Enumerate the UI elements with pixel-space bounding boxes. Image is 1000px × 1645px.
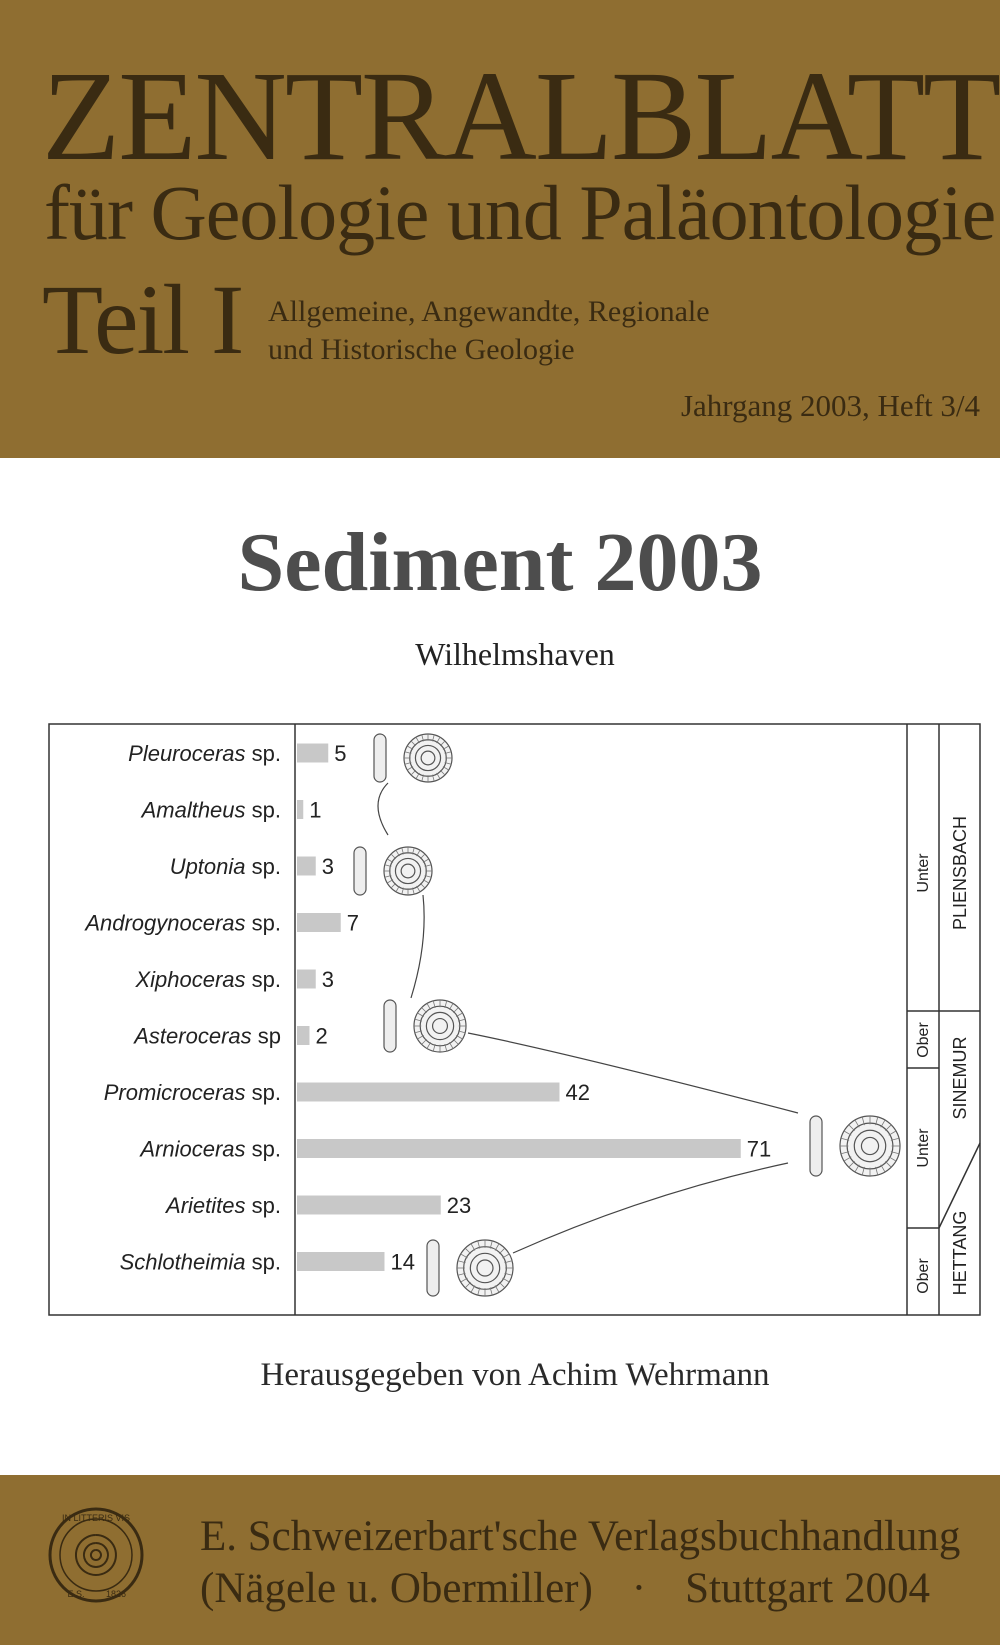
category-label: Asteroceras sp bbox=[134, 1023, 281, 1049]
bar bbox=[297, 857, 316, 876]
category-label: Xiphoceras sp. bbox=[135, 967, 281, 992]
value-label: 2 bbox=[315, 1023, 328, 1049]
journal-title: ZENTRALBLATT bbox=[42, 45, 1000, 187]
issue-info: Jahrgang 2003, Heft 3/4 bbox=[680, 388, 980, 423]
publisher-line2 bbox=[200, 1563, 930, 1615]
value-label: 3 bbox=[321, 967, 334, 992]
publisher-band bbox=[0, 1475, 1000, 1645]
bar bbox=[297, 1252, 385, 1271]
bar bbox=[297, 970, 316, 989]
page-title: Sediment 2003 bbox=[237, 516, 763, 609]
category-label: Arietites sp. bbox=[166, 1193, 281, 1218]
ammonite-chart bbox=[48, 723, 981, 1316]
location: Wilhelmshaven bbox=[415, 636, 615, 672]
ammonite-icon bbox=[427, 1240, 513, 1296]
journal-subtitle: für Geologie und Paläontologie bbox=[44, 169, 996, 256]
category-label: Promicroceras sp. bbox=[103, 1080, 281, 1105]
substage-label: Unter bbox=[915, 853, 932, 893]
seal-year: 1826 bbox=[105, 1589, 127, 1599]
category-label: Schlotheimia sp. bbox=[119, 1249, 281, 1275]
bar bbox=[297, 744, 328, 763]
substage-label: Ober bbox=[915, 1022, 932, 1058]
category-label: Amaltheus sp. bbox=[141, 797, 281, 823]
publisher-name: E. Schweizerbart'sche Verlagsbuchhandlung bbox=[200, 1513, 961, 1560]
value-label: 3 bbox=[321, 854, 334, 879]
substage-label: Ober bbox=[915, 1258, 932, 1294]
value-label: 23 bbox=[446, 1193, 472, 1218]
publisher-owners: (Nägele u. Obermiller) bbox=[200, 1565, 593, 1612]
ammonite-icon bbox=[374, 734, 452, 782]
ammonite-icon bbox=[354, 847, 432, 895]
seal-motto: IN LITTERIS VIS bbox=[61, 1513, 131, 1523]
stage-label: SINEMUR bbox=[950, 1036, 970, 1120]
stratigraphy-column bbox=[907, 816, 980, 1295]
category-labels bbox=[83, 741, 281, 1275]
bars bbox=[297, 744, 741, 1272]
value-label: 42 bbox=[565, 1080, 590, 1105]
publisher-separator: · bbox=[631, 1565, 647, 1612]
bar bbox=[297, 1196, 441, 1215]
part-description bbox=[268, 293, 710, 369]
header-band bbox=[0, 0, 1000, 458]
category-label: Arnioceras sp. bbox=[140, 1136, 281, 1162]
category-label: Androgynoceras sp. bbox=[85, 910, 281, 936]
bar bbox=[297, 1139, 741, 1158]
seal-initials: E.S. bbox=[67, 1589, 85, 1599]
ammonite-icon bbox=[384, 1000, 466, 1052]
part-description-line1: Allgemeine, Angewandte, Regionale bbox=[268, 295, 710, 328]
category-label: Uptonia sp. bbox=[169, 854, 281, 879]
bar bbox=[297, 800, 303, 819]
value-label: 7 bbox=[346, 910, 359, 936]
bar bbox=[297, 1026, 310, 1045]
value-label: 14 bbox=[390, 1249, 415, 1275]
bar bbox=[297, 1083, 560, 1102]
value-labels bbox=[309, 741, 771, 1275]
part-description-line2: und Historische Geologie bbox=[268, 333, 575, 366]
value-label: 1 bbox=[309, 797, 322, 823]
stage-label: PLIENSBACH bbox=[950, 815, 970, 931]
substage-label: Unter bbox=[915, 1128, 932, 1168]
value-label: 5 bbox=[334, 741, 347, 766]
part-label: Teil I bbox=[42, 264, 243, 375]
stage-label: HETTANG bbox=[950, 1210, 970, 1296]
publisher-place-year: Stuttgart 2004 bbox=[685, 1565, 930, 1612]
editor-line: Herausgegeben von Achim Wehrmann bbox=[260, 1357, 770, 1393]
publisher-seal-icon bbox=[46, 1505, 146, 1605]
value-label: 71 bbox=[746, 1136, 772, 1162]
category-label: Pleuroceras sp. bbox=[128, 741, 281, 766]
bar bbox=[297, 913, 341, 932]
ammonite-icon bbox=[810, 1116, 900, 1176]
